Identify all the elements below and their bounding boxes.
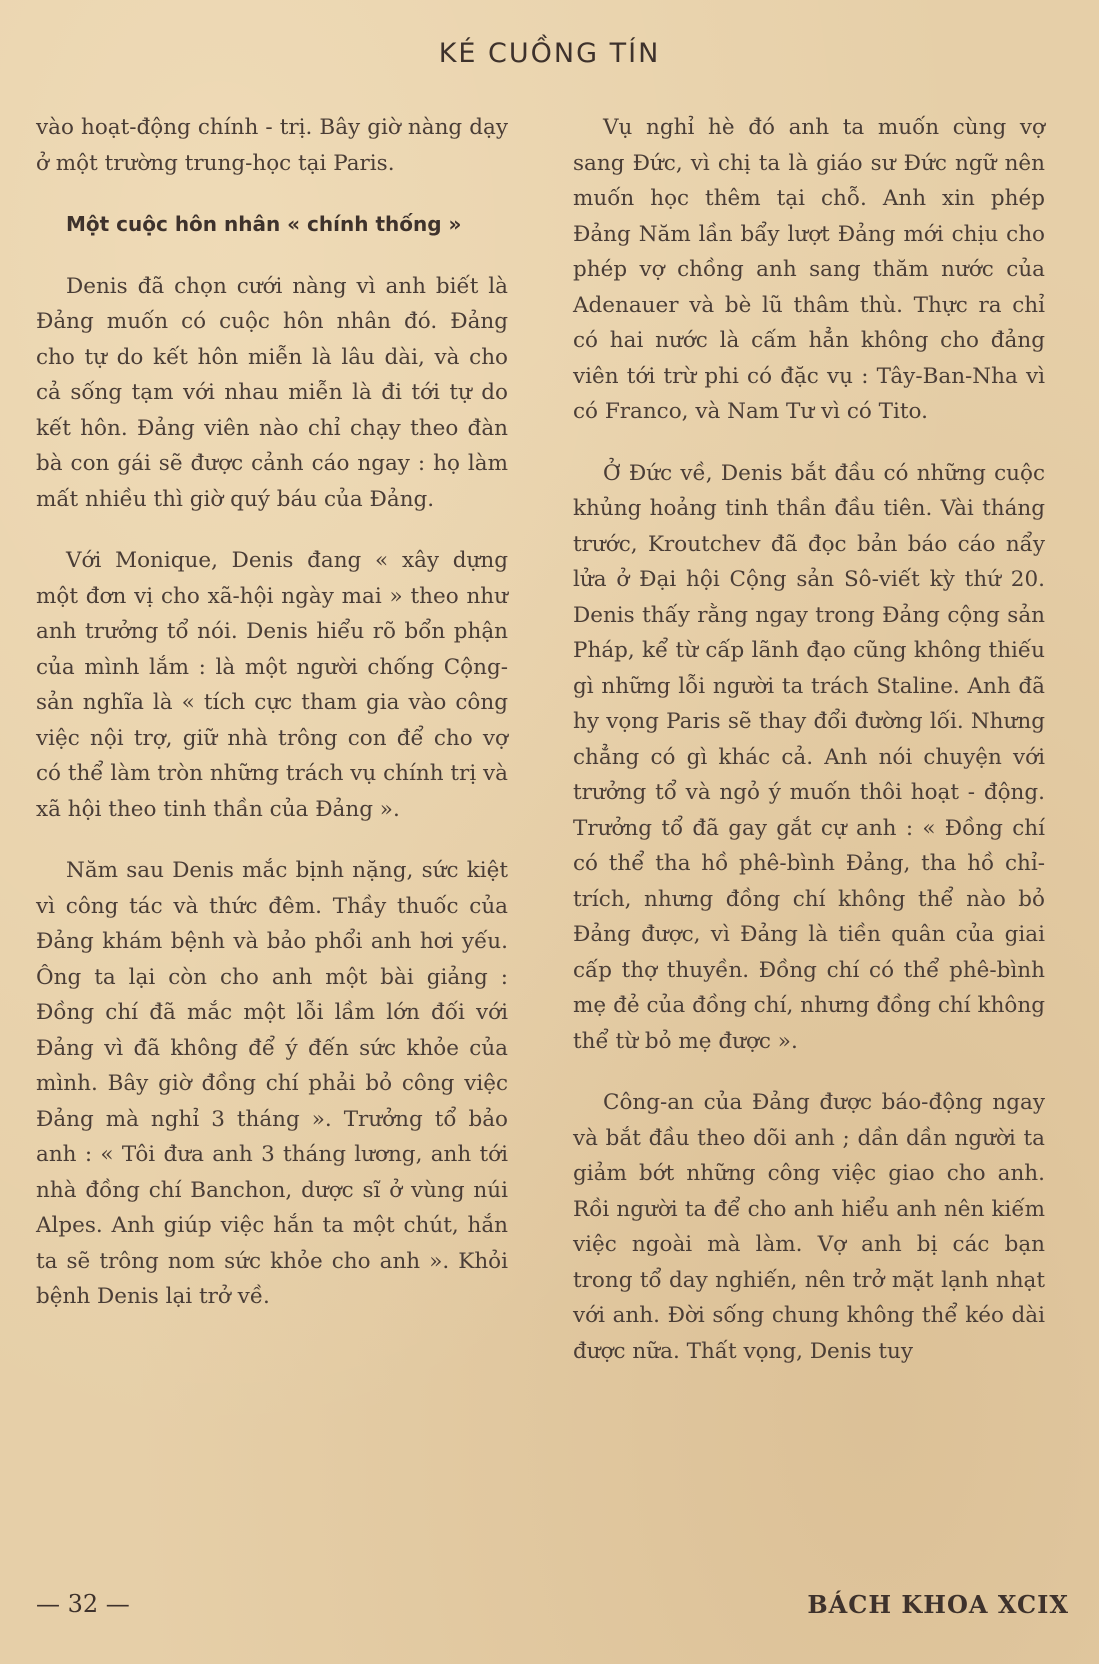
right-paragraph-2: Ở Đức về, Denis bắt đầu có những cuộc khủng hoảng tinh thần đầu tiên. Vài tháng trước, Kroutchev đã đọc bản báo cáo nẩy lửa ở Đại hội Cộng sản Sô-viết kỳ thứ 20. Denis thấy rằng ngay trong Đảng cộng sản Pháp, kể từ cấp lãnh đạo cũng không thiếu gì những lỗi người ta trách Staline. Anh đã hy vọng Paris sẽ thay đổi đường lối. Nhưng chẳng có gì khác cả. Anh nói chuyện với trưởng tổ và ngỏ ý muốn thôi hoạt - động. Trưởng tổ đã gay gắt cự anh : « Đồng chí có thể tha hồ phê-bình Đảng, tha hồ chỉ-trích, nhưng đồng chí không thể nào bỏ Đảng được, vì Đảng là tiền quân của giai cấp thợ thuyền. Đồng chí có thể phê-bình mẹ đẻ của đồng chí, nhưng đồng chí không thể từ bỏ mẹ được ».	[573, 460, 1045, 1054]
left-paragraph-2: Denis đã chọn cưới nàng vì anh biết là Đảng muốn có cuộc hôn nhân đó. Đảng cho tự do kết hôn miễn là lâu dài, và cho cả sống tạm với nhau miễn là đi tới tự do kết hôn. Đảng viên nào chỉ chạy theo đàn bà con gái sẽ được cảnh cáo ngay : họ làm mất nhiều thì giờ quý báu của Đảng.	[36, 273, 508, 512]
publication-footer: BÁCH KHOA XCIX	[807, 1590, 1069, 1619]
left-paragraph-4: Năm sau Denis mắc bịnh nặng, sức kiệt vì công tác và thức đêm. Thầy thuốc của Đảng khám bệnh và bảo phổi anh hơi yếu. Ông ta lại còn cho anh một bài giảng : Đồng chí đã mắc một lỗi lầm lớn đối với Đảng vì đã không để ý đến sức khỏe của mình. Bây giờ đồng chí phải bỏ công việc Đảng mà nghỉ 3 tháng ». Trưởng tổ bảo anh : « Tôi đưa anh 3 tháng lương, anh tới nhà đồng chí Banchon, dược sĩ ở vùng núi Alpes. Anh giúp việc hắn ta một chút, hắn ta sẽ trông nom sức khỏe cho anh ». Khỏi bệnh Denis lại trở về.	[36, 858, 508, 1309]
paragraph-gap	[36, 243, 508, 269]
paragraph-gap	[36, 827, 508, 853]
right-paragraph-3: Công-an của Đảng được báo-động ngay và bắt đầu theo dõi anh ; dần dần người ta giảm bớt những công việc giao cho anh. Rồi người ta để cho anh hiểu anh nên kiếm việc ngoài mà làm. Vợ anh bị các bạn trong tổ day nghiến, nên trở mặt lạnh nhạt với anh. Đời sống chung không thể kéo dài được nữa. Thất vọng, Denis tuy	[573, 1090, 1045, 1364]
left-paragraph-1: vào hoạt-động chính - trị. Bây giờ nàng dạy ở một trường trung-học tại Paris.	[36, 115, 508, 176]
paragraph-gap	[36, 181, 508, 207]
paragraph-gap	[36, 517, 508, 543]
running-title: KÉ CUỒNG TÍN	[438, 38, 661, 69]
left-paragraph-3: Với Monique, Denis đang « xây dựng một đơn vị cho xã-hội ngày mai » theo như anh trưởng tổ nói. Denis hiểu rõ bổn phận của mình lắm : là một người chống Cộng-sản nghĩa là « tích cực tham gia vào công việc nội trợ, giữ nhà trông con để cho vợ có thể làm tròn những trách vụ chính trị và xã hội theo tinh thần của Đảng ».	[36, 548, 508, 822]
left-column	[36, 110, 508, 1315]
section-subheading: Một cuộc hôn nhân « chính thống »	[66, 212, 462, 236]
right-column	[573, 110, 1045, 1369]
page-number: — 32 —	[36, 1590, 130, 1618]
right-paragraph-1: Vụ nghỉ hè đó anh ta muốn cùng vợ sang Đức, vì chị ta là giáo sư Đức ngữ nên muốn học thêm tại chỗ. Anh xin phép Đảng Năm lần bẩy lượt Đảng mới chịu cho phép vợ chồng anh sang thăm nước của Adenauer và bè lũ thâm thù. Thực ra chỉ có hai nước là cấm hẳn không cho đảng viên tới trừ phi có đặc vụ : Tây-Ban-Nha vì có Franco, và Nam Tư vì có Tito.	[573, 115, 1045, 424]
paragraph-gap	[573, 1059, 1045, 1085]
paragraph-gap	[573, 430, 1045, 456]
